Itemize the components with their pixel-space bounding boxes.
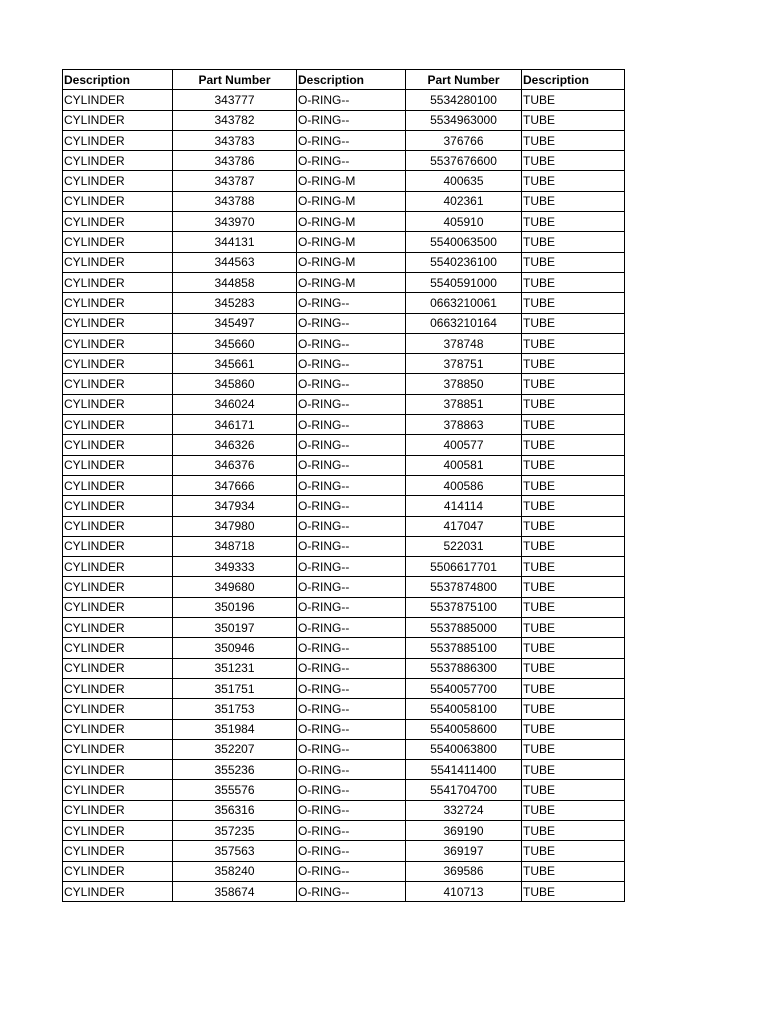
table-row [63, 577, 625, 597]
cell-description-2: O-RING-M [297, 212, 406, 232]
cell-description-1: CYLINDER [63, 800, 173, 820]
cell-description-3: TUBE [522, 638, 625, 658]
cell-part-number-1: 356316 [173, 800, 297, 820]
cell-description-1: CYLINDER [63, 861, 173, 881]
cell-description-3: TUBE [522, 496, 625, 516]
table-row [63, 151, 625, 171]
cell-description-3: TUBE [522, 394, 625, 414]
cell-part-number-1: 358240 [173, 861, 297, 881]
cell-description-1: CYLINDER [63, 394, 173, 414]
cell-description-2: O-RING-- [297, 110, 406, 130]
cell-description-2: O-RING-- [297, 618, 406, 638]
cell-description-3: TUBE [522, 374, 625, 394]
cell-part-number-2: 0663210164 [406, 313, 522, 333]
cell-description-3: TUBE [522, 618, 625, 638]
cell-description-1: CYLINDER [63, 557, 173, 577]
table-row [63, 415, 625, 435]
table-row [63, 232, 625, 252]
cell-description-3: TUBE [522, 516, 625, 536]
cell-description-3: TUBE [522, 293, 625, 313]
table-row [63, 800, 625, 820]
cell-description-1: CYLINDER [63, 313, 173, 333]
cell-part-number-2: 378751 [406, 354, 522, 374]
cell-part-number-2: 5537885000 [406, 618, 522, 638]
cell-description-2: O-RING-- [297, 780, 406, 800]
cell-description-1: CYLINDER [63, 780, 173, 800]
cell-part-number-2: 5534963000 [406, 110, 522, 130]
cell-description-1: CYLINDER [63, 435, 173, 455]
table-row [63, 110, 625, 130]
cell-part-number-2: 5540058600 [406, 719, 522, 739]
header-description-2: Description [297, 70, 406, 90]
cell-description-2: O-RING-- [297, 415, 406, 435]
cell-description-2: O-RING-- [297, 516, 406, 536]
cell-part-number-2: 5537676600 [406, 151, 522, 171]
cell-part-number-2: 5540591000 [406, 272, 522, 292]
table-row [63, 841, 625, 861]
cell-part-number-2: 0663210061 [406, 293, 522, 313]
cell-description-3: TUBE [522, 272, 625, 292]
cell-description-3: TUBE [522, 171, 625, 191]
cell-part-number-2: 5540063800 [406, 739, 522, 759]
cell-part-number-2: 400577 [406, 435, 522, 455]
cell-part-number-1: 352207 [173, 739, 297, 759]
cell-part-number-2: 369586 [406, 861, 522, 881]
cell-description-1: CYLINDER [63, 577, 173, 597]
cell-description-3: TUBE [522, 577, 625, 597]
cell-part-number-2: 369197 [406, 841, 522, 861]
cell-description-2: O-RING-- [297, 293, 406, 313]
cell-description-3: TUBE [522, 90, 625, 110]
cell-part-number-1: 343788 [173, 191, 297, 211]
cell-description-2: O-RING-M [297, 252, 406, 272]
cell-description-1: CYLINDER [63, 475, 173, 495]
cell-part-number-1: 344131 [173, 232, 297, 252]
cell-part-number-1: 357235 [173, 820, 297, 840]
cell-description-1: CYLINDER [63, 354, 173, 374]
table-row [63, 252, 625, 272]
cell-description-3: TUBE [522, 191, 625, 211]
table-row [63, 597, 625, 617]
cell-description-3: TUBE [522, 252, 625, 272]
cell-part-number-1: 346171 [173, 415, 297, 435]
cell-description-3: TUBE [522, 719, 625, 739]
table-row [63, 881, 625, 901]
cell-description-2: O-RING-- [297, 719, 406, 739]
table-row [63, 496, 625, 516]
cell-part-number-2: 5541704700 [406, 780, 522, 800]
cell-part-number-1: 343970 [173, 212, 297, 232]
table-row [63, 130, 625, 150]
cell-description-2: O-RING-M [297, 191, 406, 211]
cell-description-1: CYLINDER [63, 516, 173, 536]
table-row [63, 638, 625, 658]
cell-description-2: O-RING-- [297, 354, 406, 374]
cell-description-2: O-RING-- [297, 151, 406, 171]
cell-part-number-1: 350197 [173, 618, 297, 638]
header-part-number-1: Part Number [173, 70, 297, 90]
cell-part-number-1: 349680 [173, 577, 297, 597]
cell-part-number-1: 348718 [173, 536, 297, 556]
cell-description-1: CYLINDER [63, 212, 173, 232]
header-description-3: Description [522, 70, 625, 90]
cell-description-2: O-RING-- [297, 841, 406, 861]
cell-part-number-1: 345661 [173, 354, 297, 374]
cell-description-1: CYLINDER [63, 658, 173, 678]
table-row [63, 394, 625, 414]
cell-description-3: TUBE [522, 130, 625, 150]
table-row [63, 780, 625, 800]
cell-description-1: CYLINDER [63, 272, 173, 292]
cell-part-number-2: 402361 [406, 191, 522, 211]
cell-description-1: CYLINDER [63, 678, 173, 698]
table-row [63, 191, 625, 211]
table-row [63, 272, 625, 292]
cell-part-number-1: 345660 [173, 333, 297, 353]
cell-part-number-2: 400581 [406, 455, 522, 475]
cell-description-3: TUBE [522, 333, 625, 353]
cell-description-2: O-RING-- [297, 597, 406, 617]
cell-description-1: CYLINDER [63, 820, 173, 840]
cell-description-1: CYLINDER [63, 252, 173, 272]
cell-description-2: O-RING-- [297, 739, 406, 759]
cell-part-number-1: 355236 [173, 760, 297, 780]
table-row [63, 760, 625, 780]
cell-description-2: O-RING-- [297, 90, 406, 110]
cell-description-3: TUBE [522, 739, 625, 759]
cell-part-number-2: 378851 [406, 394, 522, 414]
cell-description-3: TUBE [522, 861, 625, 881]
cell-part-number-2: 376766 [406, 130, 522, 150]
table-body [63, 90, 625, 902]
table-row [63, 475, 625, 495]
cell-description-3: TUBE [522, 354, 625, 374]
cell-description-2: O-RING-- [297, 800, 406, 820]
cell-description-1: CYLINDER [63, 130, 173, 150]
cell-part-number-2: 332724 [406, 800, 522, 820]
table-row [63, 536, 625, 556]
cell-part-number-2: 5540236100 [406, 252, 522, 272]
table-row [63, 313, 625, 333]
cell-description-1: CYLINDER [63, 455, 173, 475]
cell-description-1: CYLINDER [63, 415, 173, 435]
cell-part-number-1: 343786 [173, 151, 297, 171]
cell-part-number-1: 346024 [173, 394, 297, 414]
cell-description-2: O-RING-M [297, 171, 406, 191]
cell-description-1: CYLINDER [63, 90, 173, 110]
cell-description-1: CYLINDER [63, 333, 173, 353]
cell-description-2: O-RING-- [297, 455, 406, 475]
cell-part-number-2: 378748 [406, 333, 522, 353]
table-row [63, 739, 625, 759]
cell-description-1: CYLINDER [63, 110, 173, 130]
cell-part-number-1: 351753 [173, 699, 297, 719]
cell-description-2: O-RING-- [297, 435, 406, 455]
cell-description-2: O-RING-M [297, 232, 406, 252]
table-row [63, 354, 625, 374]
cell-description-3: TUBE [522, 455, 625, 475]
table-row [63, 333, 625, 353]
cell-part-number-1: 343783 [173, 130, 297, 150]
cell-description-1: CYLINDER [63, 374, 173, 394]
header-row [63, 70, 625, 90]
cell-part-number-1: 355576 [173, 780, 297, 800]
cell-description-1: CYLINDER [63, 151, 173, 171]
cell-description-3: TUBE [522, 800, 625, 820]
cell-part-number-1: 350196 [173, 597, 297, 617]
cell-description-2: O-RING-- [297, 496, 406, 516]
table-row [63, 374, 625, 394]
table-row [63, 557, 625, 577]
cell-description-1: CYLINDER [63, 536, 173, 556]
cell-description-2: O-RING-- [297, 333, 406, 353]
parts-table [62, 69, 625, 902]
header-description-1: Description [63, 70, 173, 90]
cell-description-1: CYLINDER [63, 881, 173, 901]
cell-part-number-1: 351751 [173, 678, 297, 698]
cell-description-2: O-RING-- [297, 658, 406, 678]
cell-description-1: CYLINDER [63, 719, 173, 739]
cell-part-number-1: 351231 [173, 658, 297, 678]
cell-description-2: O-RING-- [297, 699, 406, 719]
table-row [63, 861, 625, 881]
cell-description-3: TUBE [522, 557, 625, 577]
cell-description-3: TUBE [522, 597, 625, 617]
cell-description-3: TUBE [522, 232, 625, 252]
table-row [63, 455, 625, 475]
cell-part-number-2: 378863 [406, 415, 522, 435]
cell-description-2: O-RING-- [297, 130, 406, 150]
cell-description-3: TUBE [522, 313, 625, 333]
cell-part-number-1: 343782 [173, 110, 297, 130]
table-row [63, 699, 625, 719]
cell-description-1: CYLINDER [63, 293, 173, 313]
cell-part-number-2: 5534280100 [406, 90, 522, 110]
cell-description-1: CYLINDER [63, 597, 173, 617]
cell-description-3: TUBE [522, 841, 625, 861]
cell-part-number-2: 5537875100 [406, 597, 522, 617]
cell-part-number-1: 344858 [173, 272, 297, 292]
table-row [63, 618, 625, 638]
cell-part-number-2: 400635 [406, 171, 522, 191]
cell-description-2: O-RING-- [297, 881, 406, 901]
cell-description-3: TUBE [522, 435, 625, 455]
cell-part-number-1: 358674 [173, 881, 297, 901]
cell-part-number-1: 357563 [173, 841, 297, 861]
cell-part-number-1: 344563 [173, 252, 297, 272]
cell-part-number-1: 345497 [173, 313, 297, 333]
table-header [63, 70, 625, 90]
cell-description-1: CYLINDER [63, 638, 173, 658]
cell-description-3: TUBE [522, 151, 625, 171]
table-row [63, 678, 625, 698]
table-row [63, 293, 625, 313]
cell-part-number-2: 5506617701 [406, 557, 522, 577]
cell-part-number-2: 378850 [406, 374, 522, 394]
cell-part-number-1: 347934 [173, 496, 297, 516]
cell-part-number-1: 343787 [173, 171, 297, 191]
cell-description-3: TUBE [522, 110, 625, 130]
cell-part-number-2: 417047 [406, 516, 522, 536]
cell-description-2: O-RING-- [297, 638, 406, 658]
cell-description-2: O-RING-- [297, 536, 406, 556]
cell-description-1: CYLINDER [63, 232, 173, 252]
cell-description-1: CYLINDER [63, 191, 173, 211]
table-row [63, 516, 625, 536]
cell-description-3: TUBE [522, 820, 625, 840]
table-row [63, 171, 625, 191]
cell-description-3: TUBE [522, 212, 625, 232]
cell-description-2: O-RING-- [297, 374, 406, 394]
cell-part-number-1: 345860 [173, 374, 297, 394]
cell-description-3: TUBE [522, 780, 625, 800]
cell-part-number-2: 369190 [406, 820, 522, 840]
cell-part-number-2: 5541411400 [406, 760, 522, 780]
table-row [63, 212, 625, 232]
cell-description-2: O-RING-- [297, 760, 406, 780]
cell-description-3: TUBE [522, 678, 625, 698]
table-row [63, 719, 625, 739]
cell-description-2: O-RING-- [297, 313, 406, 333]
cell-part-number-1: 350946 [173, 638, 297, 658]
cell-description-3: TUBE [522, 699, 625, 719]
cell-description-1: CYLINDER [63, 699, 173, 719]
cell-description-1: CYLINDER [63, 841, 173, 861]
header-part-number-2: Part Number [406, 70, 522, 90]
cell-part-number-2: 5537874800 [406, 577, 522, 597]
table-row [63, 820, 625, 840]
cell-description-2: O-RING-M [297, 272, 406, 292]
cell-part-number-2: 5540063500 [406, 232, 522, 252]
cell-part-number-2: 5537885100 [406, 638, 522, 658]
cell-part-number-2: 405910 [406, 212, 522, 232]
cell-description-2: O-RING-- [297, 557, 406, 577]
cell-part-number-1: 347666 [173, 475, 297, 495]
cell-part-number-1: 346326 [173, 435, 297, 455]
cell-part-number-1: 346376 [173, 455, 297, 475]
cell-description-1: CYLINDER [63, 760, 173, 780]
cell-part-number-2: 400586 [406, 475, 522, 495]
cell-part-number-2: 5540058100 [406, 699, 522, 719]
table-row [63, 90, 625, 110]
cell-part-number-1: 347980 [173, 516, 297, 536]
table-row [63, 658, 625, 678]
cell-description-3: TUBE [522, 536, 625, 556]
cell-description-3: TUBE [522, 415, 625, 435]
cell-description-2: O-RING-- [297, 475, 406, 495]
cell-description-3: TUBE [522, 475, 625, 495]
cell-description-3: TUBE [522, 760, 625, 780]
cell-description-1: CYLINDER [63, 171, 173, 191]
cell-part-number-1: 345283 [173, 293, 297, 313]
cell-part-number-1: 343777 [173, 90, 297, 110]
cell-description-2: O-RING-- [297, 820, 406, 840]
cell-description-2: O-RING-- [297, 394, 406, 414]
cell-part-number-2: 5540057700 [406, 678, 522, 698]
cell-part-number-2: 410713 [406, 881, 522, 901]
cell-description-2: O-RING-- [297, 861, 406, 881]
cell-description-1: CYLINDER [63, 739, 173, 759]
cell-description-1: CYLINDER [63, 496, 173, 516]
cell-part-number-2: 5537886300 [406, 658, 522, 678]
cell-part-number-1: 349333 [173, 557, 297, 577]
cell-part-number-2: 522031 [406, 536, 522, 556]
cell-part-number-1: 351984 [173, 719, 297, 739]
cell-description-2: O-RING-- [297, 577, 406, 597]
cell-description-1: CYLINDER [63, 618, 173, 638]
cell-description-2: O-RING-- [297, 678, 406, 698]
cell-description-3: TUBE [522, 658, 625, 678]
cell-part-number-2: 414114 [406, 496, 522, 516]
cell-description-3: TUBE [522, 881, 625, 901]
table-row [63, 435, 625, 455]
